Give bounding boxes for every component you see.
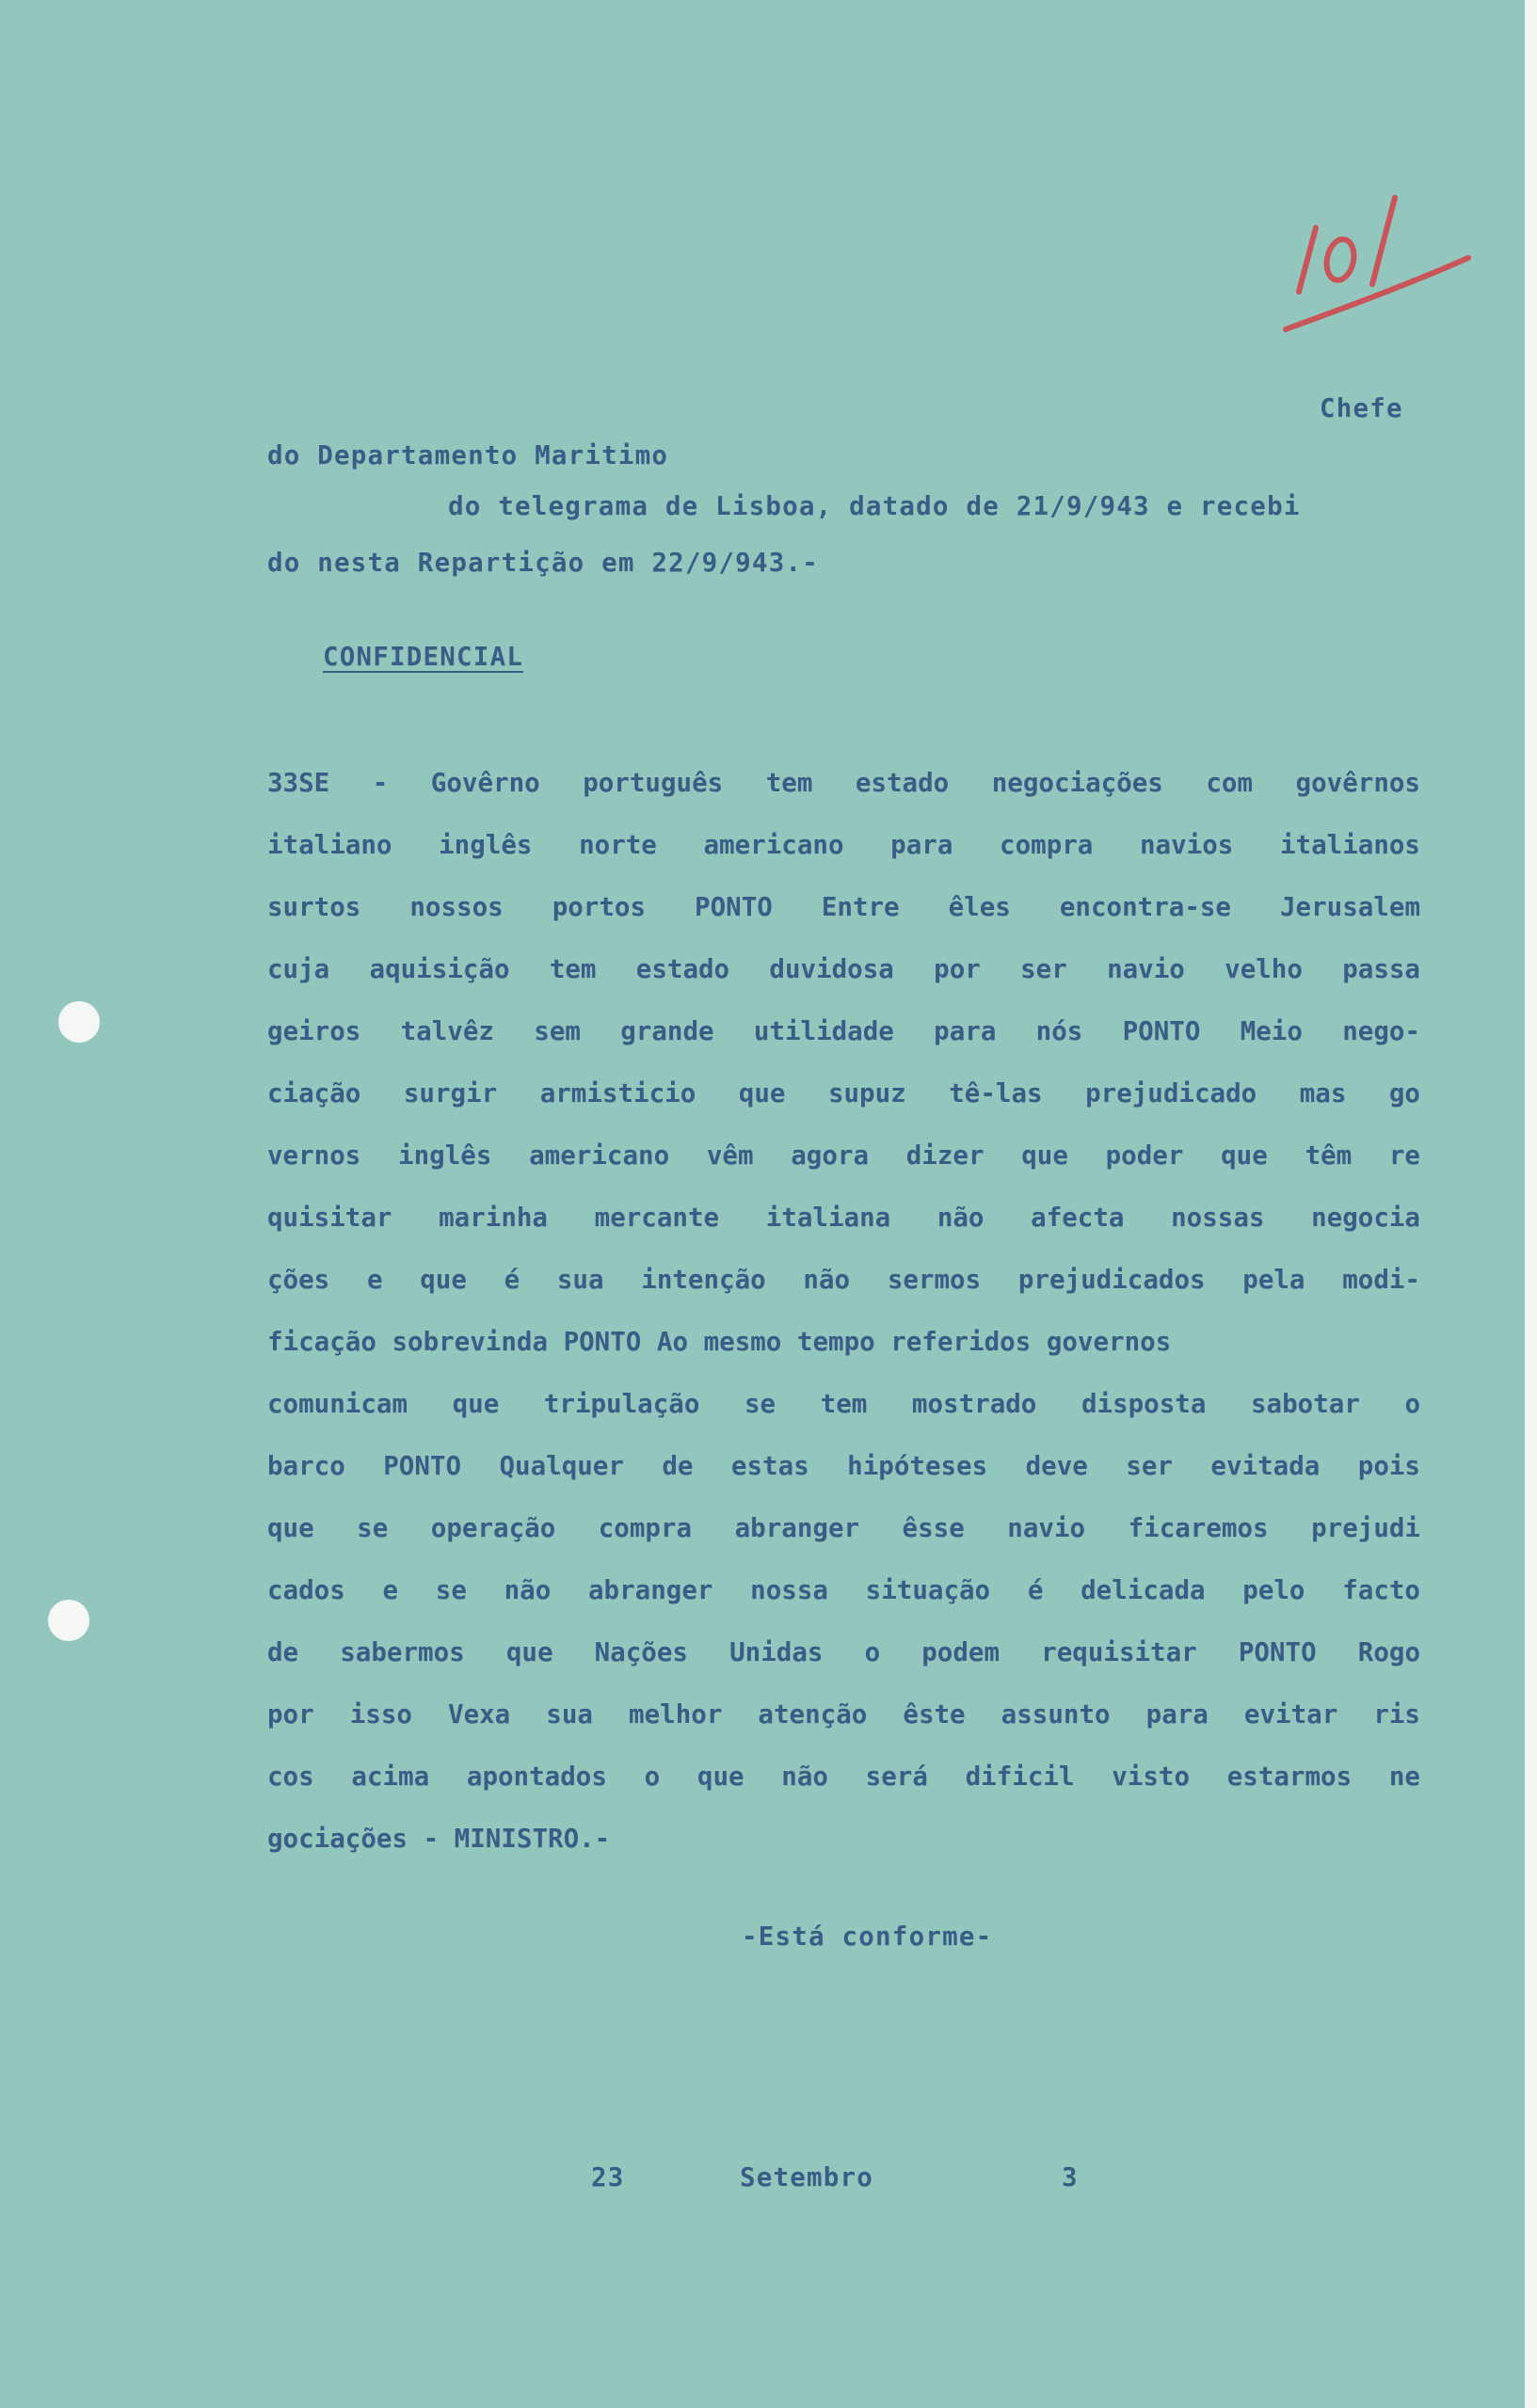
conformity-note: -Está conforme- <box>742 1922 993 1952</box>
date-year-digit: 3 <box>1062 2162 1079 2193</box>
body-line: de sabermos que Nações Unidas o podem requisitar PONTO Rogo <box>267 1637 1420 1667</box>
punch-hole-bottom <box>48 1600 89 1641</box>
body-line: geiros talvêz sem grande utilidade para nós PONTO Meio nego- <box>267 1016 1420 1046</box>
body-line: cados e se não abranger nossa situação é delicada pelo facto <box>267 1575 1420 1605</box>
paper-edge <box>1525 0 1537 2408</box>
body-line: 33SE - Govêrno português tem estado negociações com govêrnos <box>267 768 1420 798</box>
body-line: comunicam que tripulação se tem mostrado disposta sabotar o <box>267 1389 1420 1419</box>
body-line: surtos nossos portos PONTO Entre êles encontra-se Jerusalem <box>267 892 1420 922</box>
body-line: que se operação compra abranger êsse navio ficaremos prejudi <box>267 1513 1420 1543</box>
intro-line-2: do nesta Repartição em 22/9/943.- <box>267 548 819 578</box>
date-day: 23 <box>591 2162 625 2193</box>
body-line: ciação surgir armisticio que supuz tê-las prejudicado mas go <box>267 1078 1420 1108</box>
header-title: Chefe <box>1320 393 1403 423</box>
body-line: cuja aquisição tem estado duvidosa por ser navio velho passa <box>267 954 1420 984</box>
body-line: barco PONTO Qualquer de estas hipóteses deve ser evitada pois <box>267 1451 1420 1481</box>
body-line: por isso Vexa sua melhor atenção êste assunto para evitar ris <box>267 1699 1420 1730</box>
body-line: cos acima apontados o que não será dificil visto estarmos ne <box>267 1762 1420 1792</box>
body-line: italiano inglês norte americano para compra navios italianos <box>267 830 1420 860</box>
body-line: ções e que é sua intenção não sermos prejudicados pela modi- <box>267 1265 1420 1295</box>
body-line: ficação sobrevinda PONTO Ao mesmo tempo referidos governos <box>267 1327 1172 1357</box>
body-line: quisitar marinha mercante italiana não afecta nossas negocia <box>267 1203 1420 1233</box>
classification-heading: CONFIDENCIAL <box>323 642 524 672</box>
header-department: do Departamento Maritimo <box>267 440 669 470</box>
body-line: vernos inglês americano vêm agora dizer que poder que têm re <box>267 1140 1420 1171</box>
intro-line-1: do telegrama de Lisboa, datado de 21/9/943 e recebi <box>448 491 1301 521</box>
punch-hole-top <box>58 1001 100 1043</box>
folio-number-handwritten <box>1271 179 1487 348</box>
date-month: Setembro <box>740 2162 874 2193</box>
body-line: gociações - MINISTRO.- <box>267 1824 611 1854</box>
